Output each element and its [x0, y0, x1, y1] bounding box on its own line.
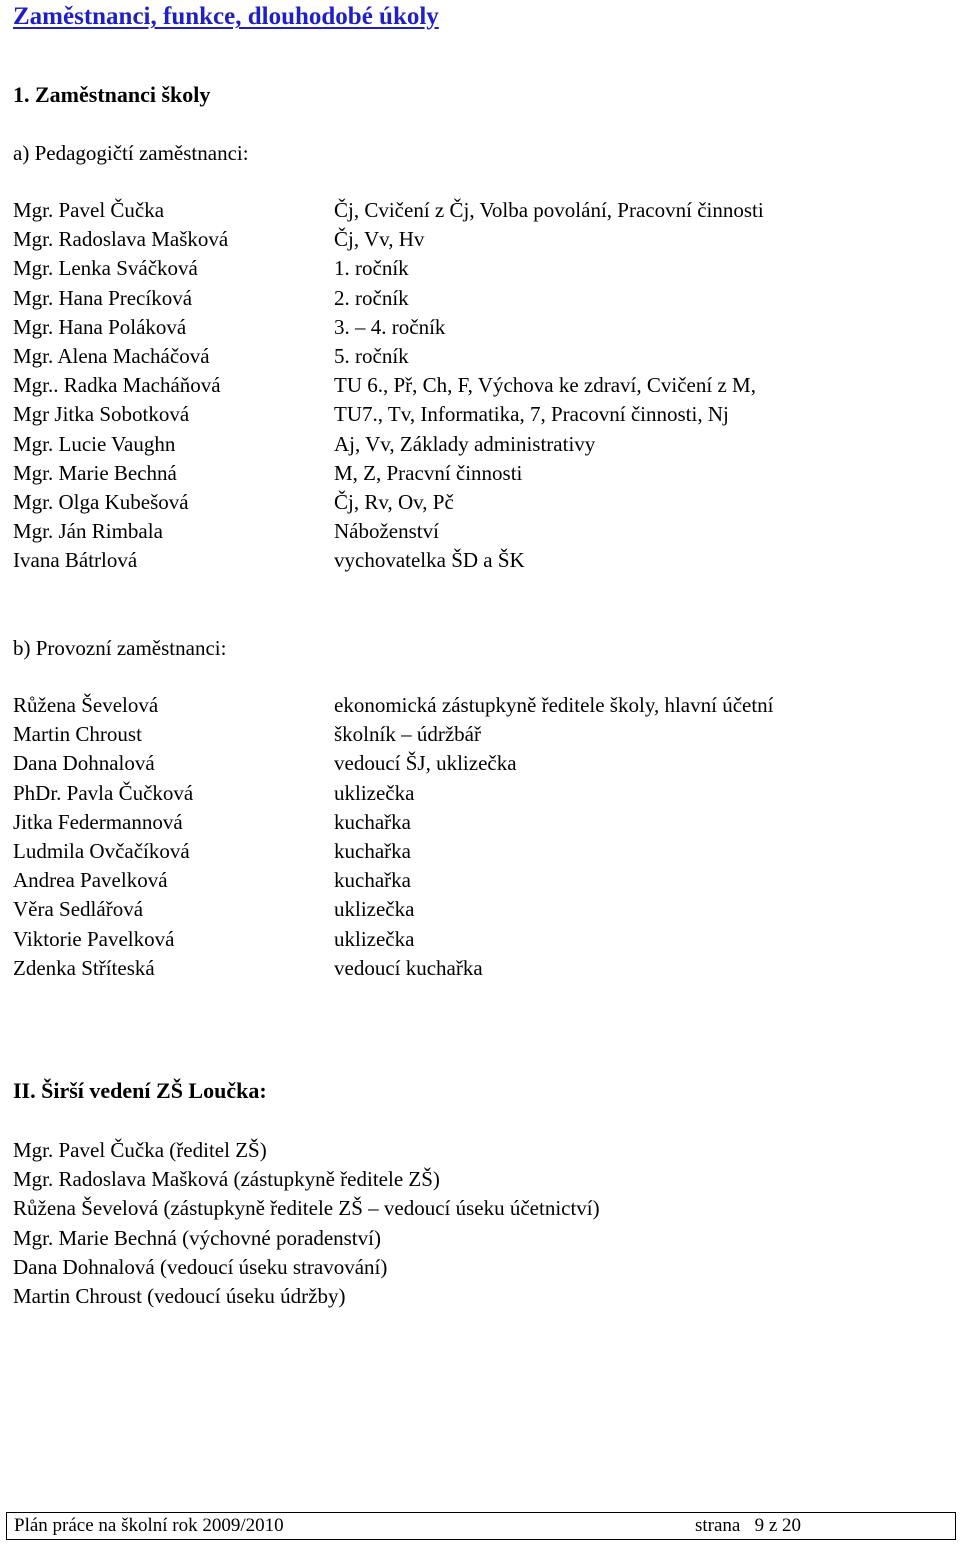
page-footer	[6, 1512, 956, 1540]
leadership-list	[13, 1136, 600, 1311]
pedagogical-staff-row	[13, 254, 764, 283]
page-title: Zaměstnanci, funkce, dlouhodobé úkoly	[13, 3, 439, 30]
leadership-item: Růžena Ševelová (zástupkyně ředitele ZŠ – vedoucí úseku účetnictví)	[13, 1196, 600, 1221]
pedagogical-heading: a) Pedagogičtí zaměstnanci:	[13, 141, 249, 165]
staff-role: 1. ročník	[334, 256, 409, 281]
staff-name: Mgr.. Radka Macháňová	[13, 373, 221, 398]
staff-role: Čj, Vv, Hv	[334, 227, 425, 252]
section2-heading: II. Širší vedení ZŠ Loučka:	[13, 1078, 267, 1103]
staff-role: kuchařka	[334, 839, 411, 864]
staff-name: Mgr. Pavel Čučka	[13, 198, 165, 222]
staff-role: 3. – 4. ročník	[334, 314, 446, 339]
operational-staff-row	[13, 837, 774, 866]
pedagogical-staff-row	[13, 225, 764, 254]
operational-heading: b) Provozní zaměstnanci:	[13, 636, 227, 660]
staff-role: kuchařka	[334, 809, 411, 834]
leadership-item: Mgr. Pavel Čučka (ředitel ZŠ)	[13, 1138, 267, 1162]
staff-role: uklizečka	[334, 926, 415, 951]
staff-name: Věra Sedlářová	[13, 897, 144, 922]
staff-role: 5. ročník	[334, 344, 409, 369]
operational-staff-table	[13, 691, 774, 983]
staff-name: Mgr. Hana Precíková	[13, 285, 193, 310]
operational-staff-row	[13, 895, 774, 924]
pedagogical-staff-row	[13, 430, 764, 459]
pedagogical-staff-row	[13, 517, 764, 546]
staff-role: TU 6., Př, Ch, F, Výchova ke zdraví, Cvičení z M,	[334, 373, 756, 398]
pedagogical-staff-row	[13, 284, 764, 313]
operational-staff-row	[13, 720, 774, 749]
staff-name: Mgr. Lucie Vaughn	[13, 431, 176, 456]
staff-role: ekonomická zástupkyně ředitele školy, hlavní účetní	[334, 693, 774, 717]
staff-role: Čj, Cvičení z Čj, Volba povolání, Pracovní činnosti	[334, 198, 764, 222]
staff-role: vedoucí ŠJ, uklizečka	[334, 751, 517, 776]
pedagogical-staff-row	[13, 371, 764, 400]
operational-staff-row	[13, 808, 774, 837]
operational-staff-row	[13, 925, 774, 954]
staff-role: kuchařka	[334, 868, 411, 893]
staff-name: Mgr Jitka Sobotková	[13, 402, 190, 427]
pedagogical-staff-row	[13, 546, 764, 575]
staff-name: Ivana Bátrlová	[13, 548, 138, 573]
pedagogical-staff-row	[13, 400, 764, 429]
staff-name: Mgr. Ján Rimbala	[13, 519, 163, 544]
staff-name: PhDr. Pavla Čučková	[13, 780, 194, 805]
pedagogical-staff-row	[13, 196, 764, 225]
staff-name: Mgr. Olga Kubešová	[13, 490, 189, 515]
staff-name: Mgr. Alena Macháčová	[13, 344, 210, 369]
staff-name: Mgr. Marie Bechná	[13, 460, 177, 485]
pedagogical-staff-row	[13, 459, 764, 488]
operational-staff-row	[13, 954, 774, 983]
pedagogical-staff-row	[13, 488, 764, 517]
staff-role: školník – údržbář	[334, 722, 481, 747]
operational-staff-row	[13, 779, 774, 808]
staff-role: vychovatelka ŠD a ŠK	[334, 548, 525, 573]
operational-staff-row	[13, 749, 774, 778]
pedagogical-staff-row	[13, 313, 764, 342]
staff-name: Martin Chroust	[13, 722, 142, 747]
staff-role: vedoucí kuchařka	[334, 955, 483, 980]
staff-role: Aj, Vv, Základy administrativy	[334, 431, 596, 456]
staff-role: Náboženství	[334, 519, 439, 544]
leadership-item: Mgr. Radoslava Mašková (zástupkyně ředitele ZŠ)	[13, 1167, 440, 1192]
staff-name: Mgr. Radoslava Mašková	[13, 227, 229, 252]
staff-role: uklizečka	[334, 780, 415, 805]
footer-page-number: strana 9 z 20	[695, 1515, 802, 1536]
staff-role: M, Z, Pracvní činnosti	[334, 460, 523, 485]
leadership-item: Dana Dohnalová (vedoucí úseku stravování)	[13, 1254, 388, 1279]
staff-name: Jitka Federmannová	[13, 809, 183, 834]
leadership-item: Mgr. Marie Bechná (výchovné poradenství)	[13, 1225, 381, 1250]
staff-name: Mgr. Hana Poláková	[13, 314, 187, 339]
staff-role: Čj, Rv, Ov, Pč	[334, 490, 454, 515]
staff-name: Andrea Pavelková	[13, 868, 168, 893]
staff-name: Růžena Ševelová	[13, 693, 159, 717]
staff-role: TU7., Tv, Informatika, 7, Pracovní činnosti, Nj	[334, 402, 729, 427]
operational-staff-row	[13, 691, 774, 720]
operational-staff-row	[13, 866, 774, 895]
staff-name: Mgr. Lenka Sváčková	[13, 256, 198, 281]
staff-name: Zdenka Stříteská	[13, 955, 155, 980]
staff-name: Dana Dohnalová	[13, 751, 155, 776]
staff-role: uklizečka	[334, 897, 415, 922]
staff-name: Ludmila Ovčačíková	[13, 839, 190, 864]
leadership-item: Martin Chroust (vedoucí úseku údržby)	[13, 1283, 346, 1308]
staff-name: Viktorie Pavelková	[13, 926, 175, 951]
pedagogical-staff-table	[13, 196, 764, 576]
staff-role: 2. ročník	[334, 285, 409, 310]
section1-heading: 1. Zaměstnanci školy	[13, 82, 211, 107]
pedagogical-staff-row	[13, 342, 764, 371]
footer-plan-label: Plán práce na školní rok 2009/2010	[14, 1515, 284, 1536]
